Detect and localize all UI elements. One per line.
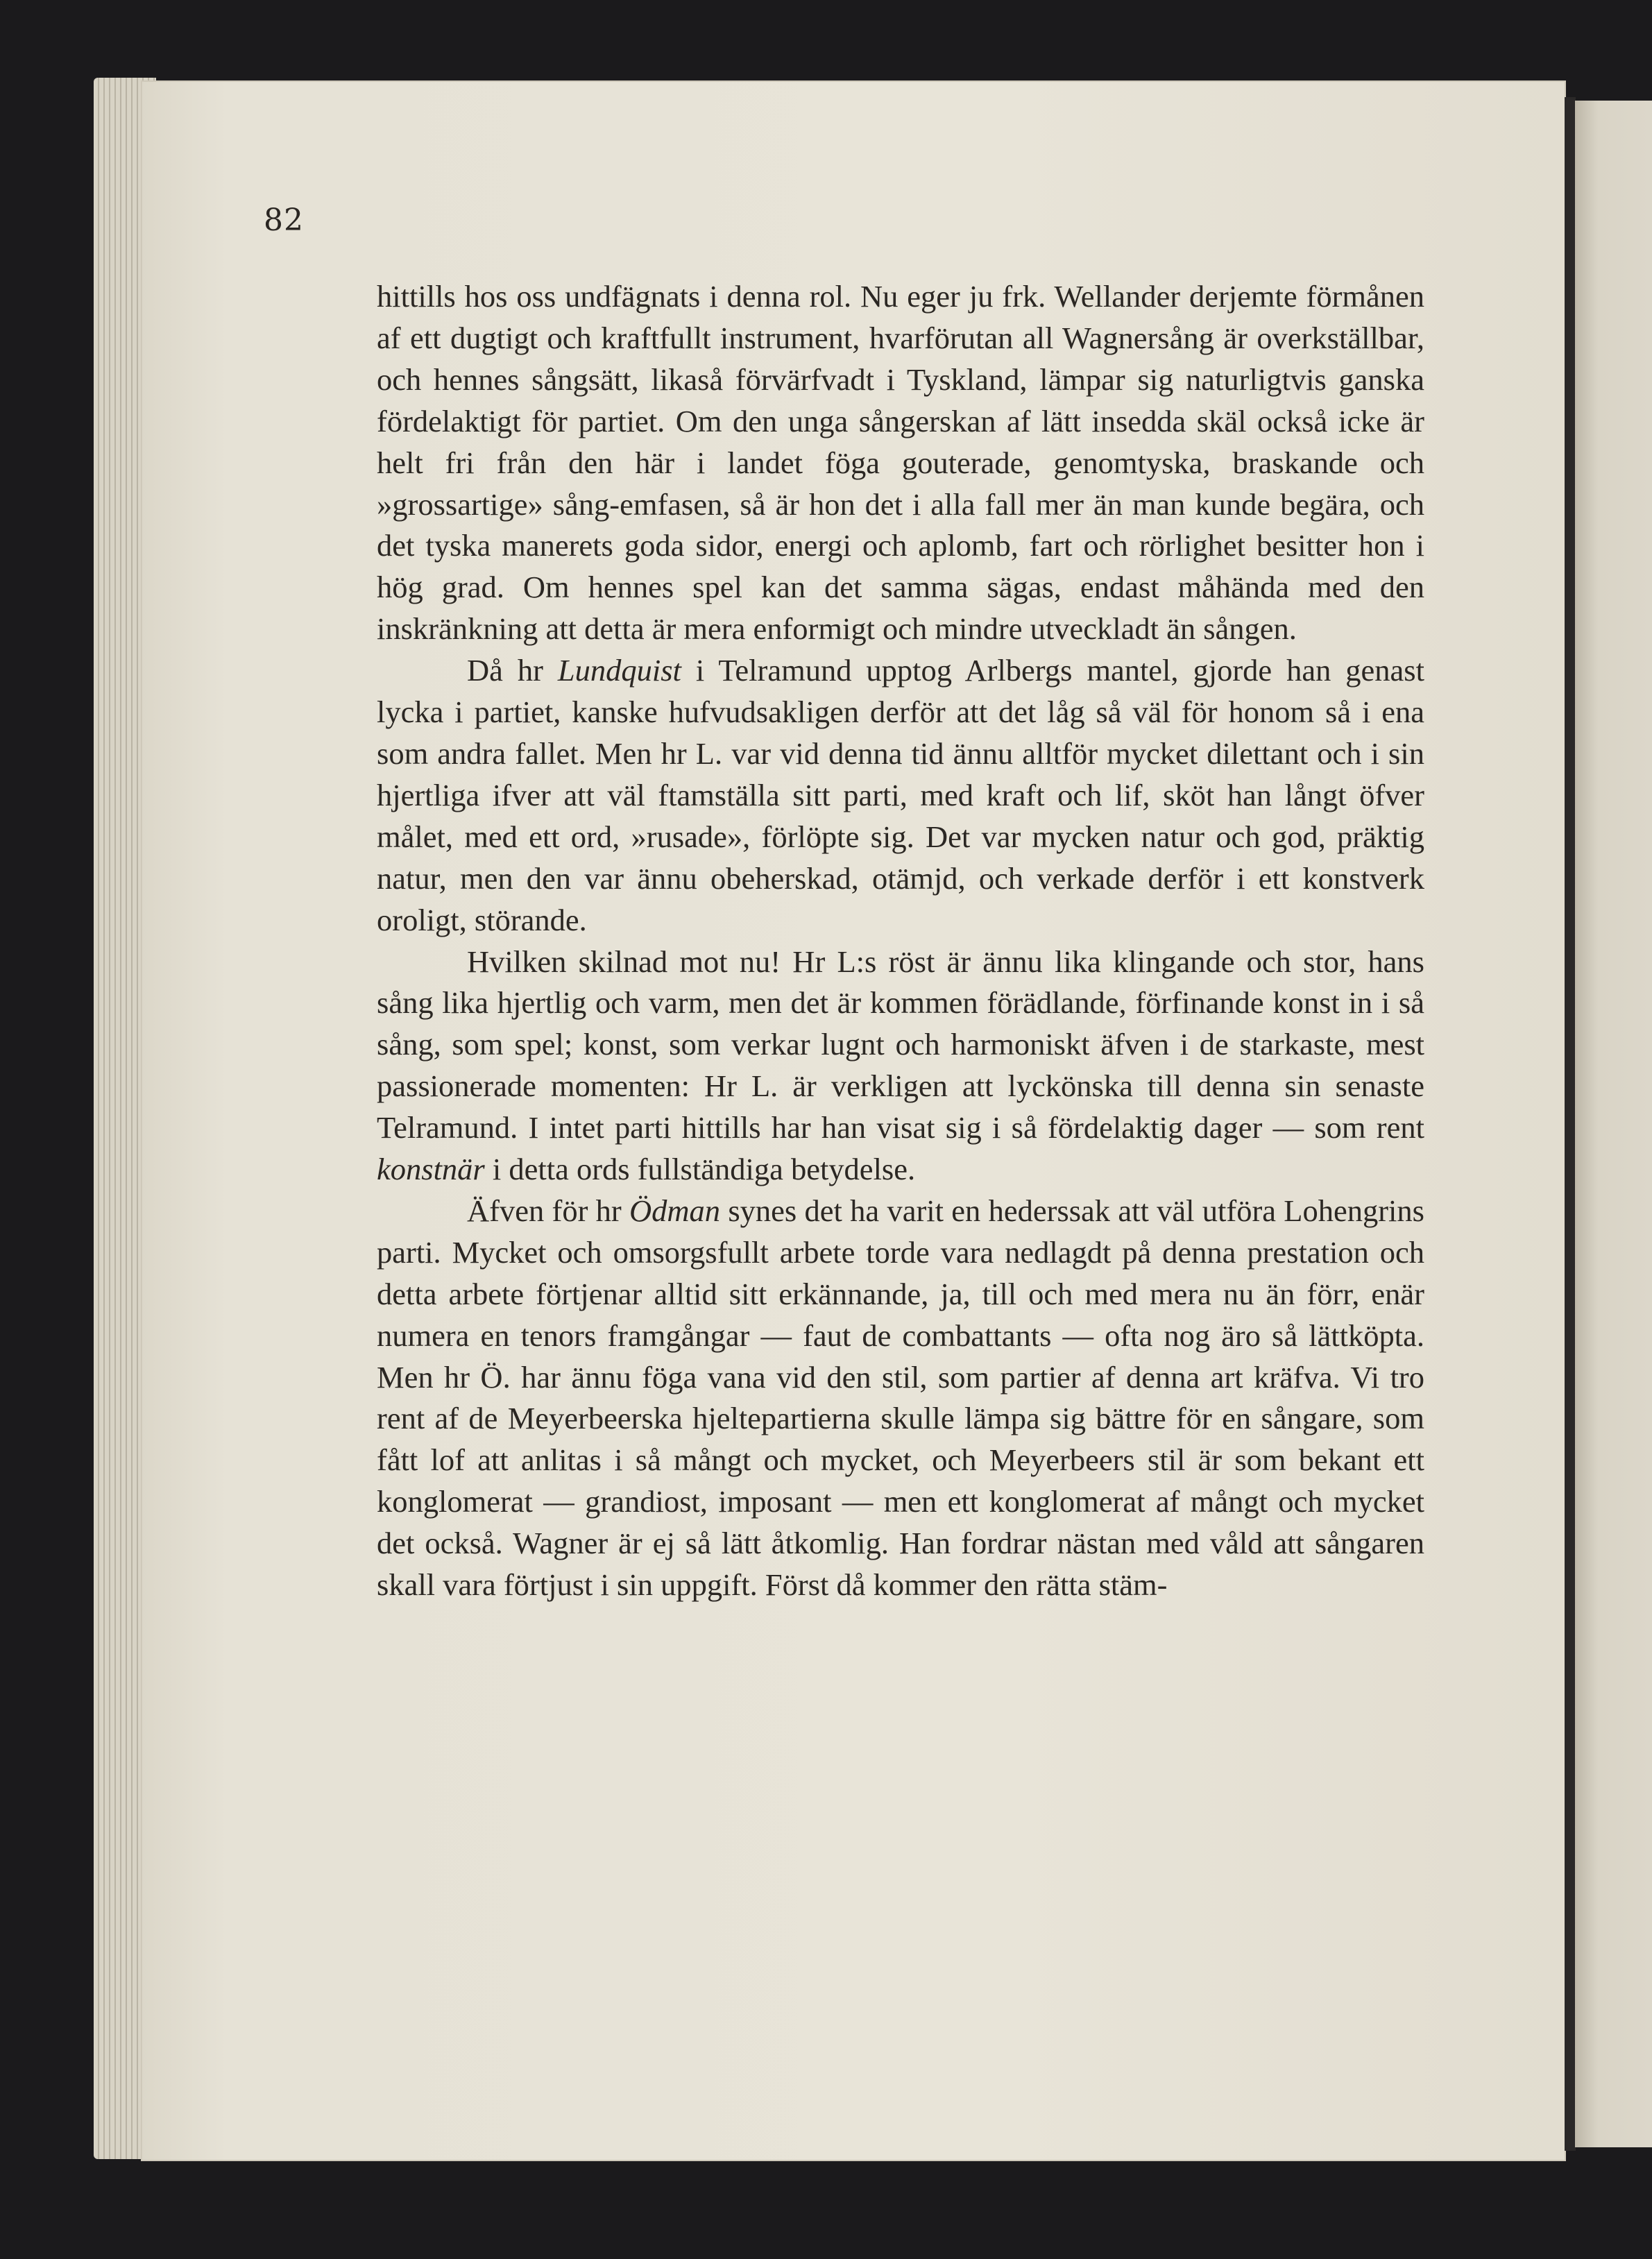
paragraph-text: Då hr xyxy=(467,653,558,688)
paragraph-text: synes det ha varit en hederssak att väl utföra Lohengrins parti. Mycket och omsorgsfullt arbete torde vara nedlagdt på denna prestation och detta arbete förtjenar alltid sitt erkännande, ja, till och med mera nu än förr, enär numera en tenors framgångar — faut de combattants — ofta nog äro så lättköpta. Men hr Ö. har ännu föga vana vid den stil, som partier af denna art kräfva. Vi tro rent af de Meyerbeerska hjeltepartierna skulle lämpa sig bättre för en sångare, som fått lof att anlitas i så mångt och mycket, och Meyerbeers stil är som bekant ett konglomerat — grandiost, imposant — men ett konglomerat af mångt och mycket det också. Wagner är ej så lätt åtkomlig. Han fordrar nästan med våld att sångaren skall vara förtjust i sin uppgift. Först då kommer den rätta stäm- xyxy=(377,1193,1424,1603)
book-gutter xyxy=(1565,97,1576,2151)
paragraph-text: i detta ords fullständiga betydelse. xyxy=(484,1152,916,1187)
paragraph-1 xyxy=(377,276,1424,650)
paragraph-text: hittills hos oss undfägnats i denna rol. Nu eger ju frk. Wellander derjemte förmånen af ett dugtigt och kraftfullt instrument, hvarförutan all Wagnersång är overkställbar, och hennes sångsätt, likaså förvärfvadt i Tyskland, lämpar sig naturligtvis ganska fördelaktigt för partiet. Om den unga sångerskan af lätt insedda skäl också icke är helt fri från den här i landet föga gouterade, genomtyska, braskande och »grossartige» sång-emfasen, så är hon det i alla fall mer än man kunde begära, och det tyska manerets goda sidor, energi och aplomb, fart och rörlighet besitter hon i hög grad. Om hennes spel kan det samma sägas, endast måhända med den inskränkning att detta är mera enformigt och mindre utveckladt än sången. xyxy=(377,279,1424,647)
paragraph-text: Hvilken skilnad mot nu! Hr L:s röst är ännu lika klingande och stor, hans sång lika hjertlig och varm, men det är kommen förädlande, förfinande konst in i så sång, som spel; konst, som verkar lugnt och harmoniskt äfven i de starkaste, mest passionerade momenten: Hr L. är verkligen att lyckönska till denna sin senaste Telramund. I intet parti hittills har han visat sig i så fördelaktig dager — som rent xyxy=(377,944,1424,1145)
page-number: 82 xyxy=(264,203,304,238)
paragraph-3 xyxy=(377,941,1424,1191)
paragraph-4 xyxy=(377,1191,1424,1606)
italic-word-konstnar: konstnär xyxy=(377,1152,485,1187)
italic-name-odman: Ödman xyxy=(629,1193,721,1228)
paragraph-2 xyxy=(377,650,1424,941)
next-page-edge xyxy=(1575,101,1652,2147)
paragraph-text: i Telramund upptog Arlbergs mantel, gjorde han genast lycka i partiet, kanske hufvudsakligen derför att det låg så väl för honom så i ena som andra fallet. Men hr L. var vid denna tid ännu alltför mycket dilettant och i sin hjertliga ifver att väl ftamställa sitt parti, med kraft och lif, sköt han långt öfver målet, med ett ord, »rusade», förlöpte sig. Det var mycken natur och god, präktig natur, men den var ännu obeherskad, otämjd, och verkade derför i ett konstverk oroligt, störande. xyxy=(377,653,1424,937)
paragraph-text: Äfven för hr xyxy=(467,1193,630,1228)
italic-name-lundquist: Lundquist xyxy=(557,653,681,688)
body-text xyxy=(377,276,1424,1606)
